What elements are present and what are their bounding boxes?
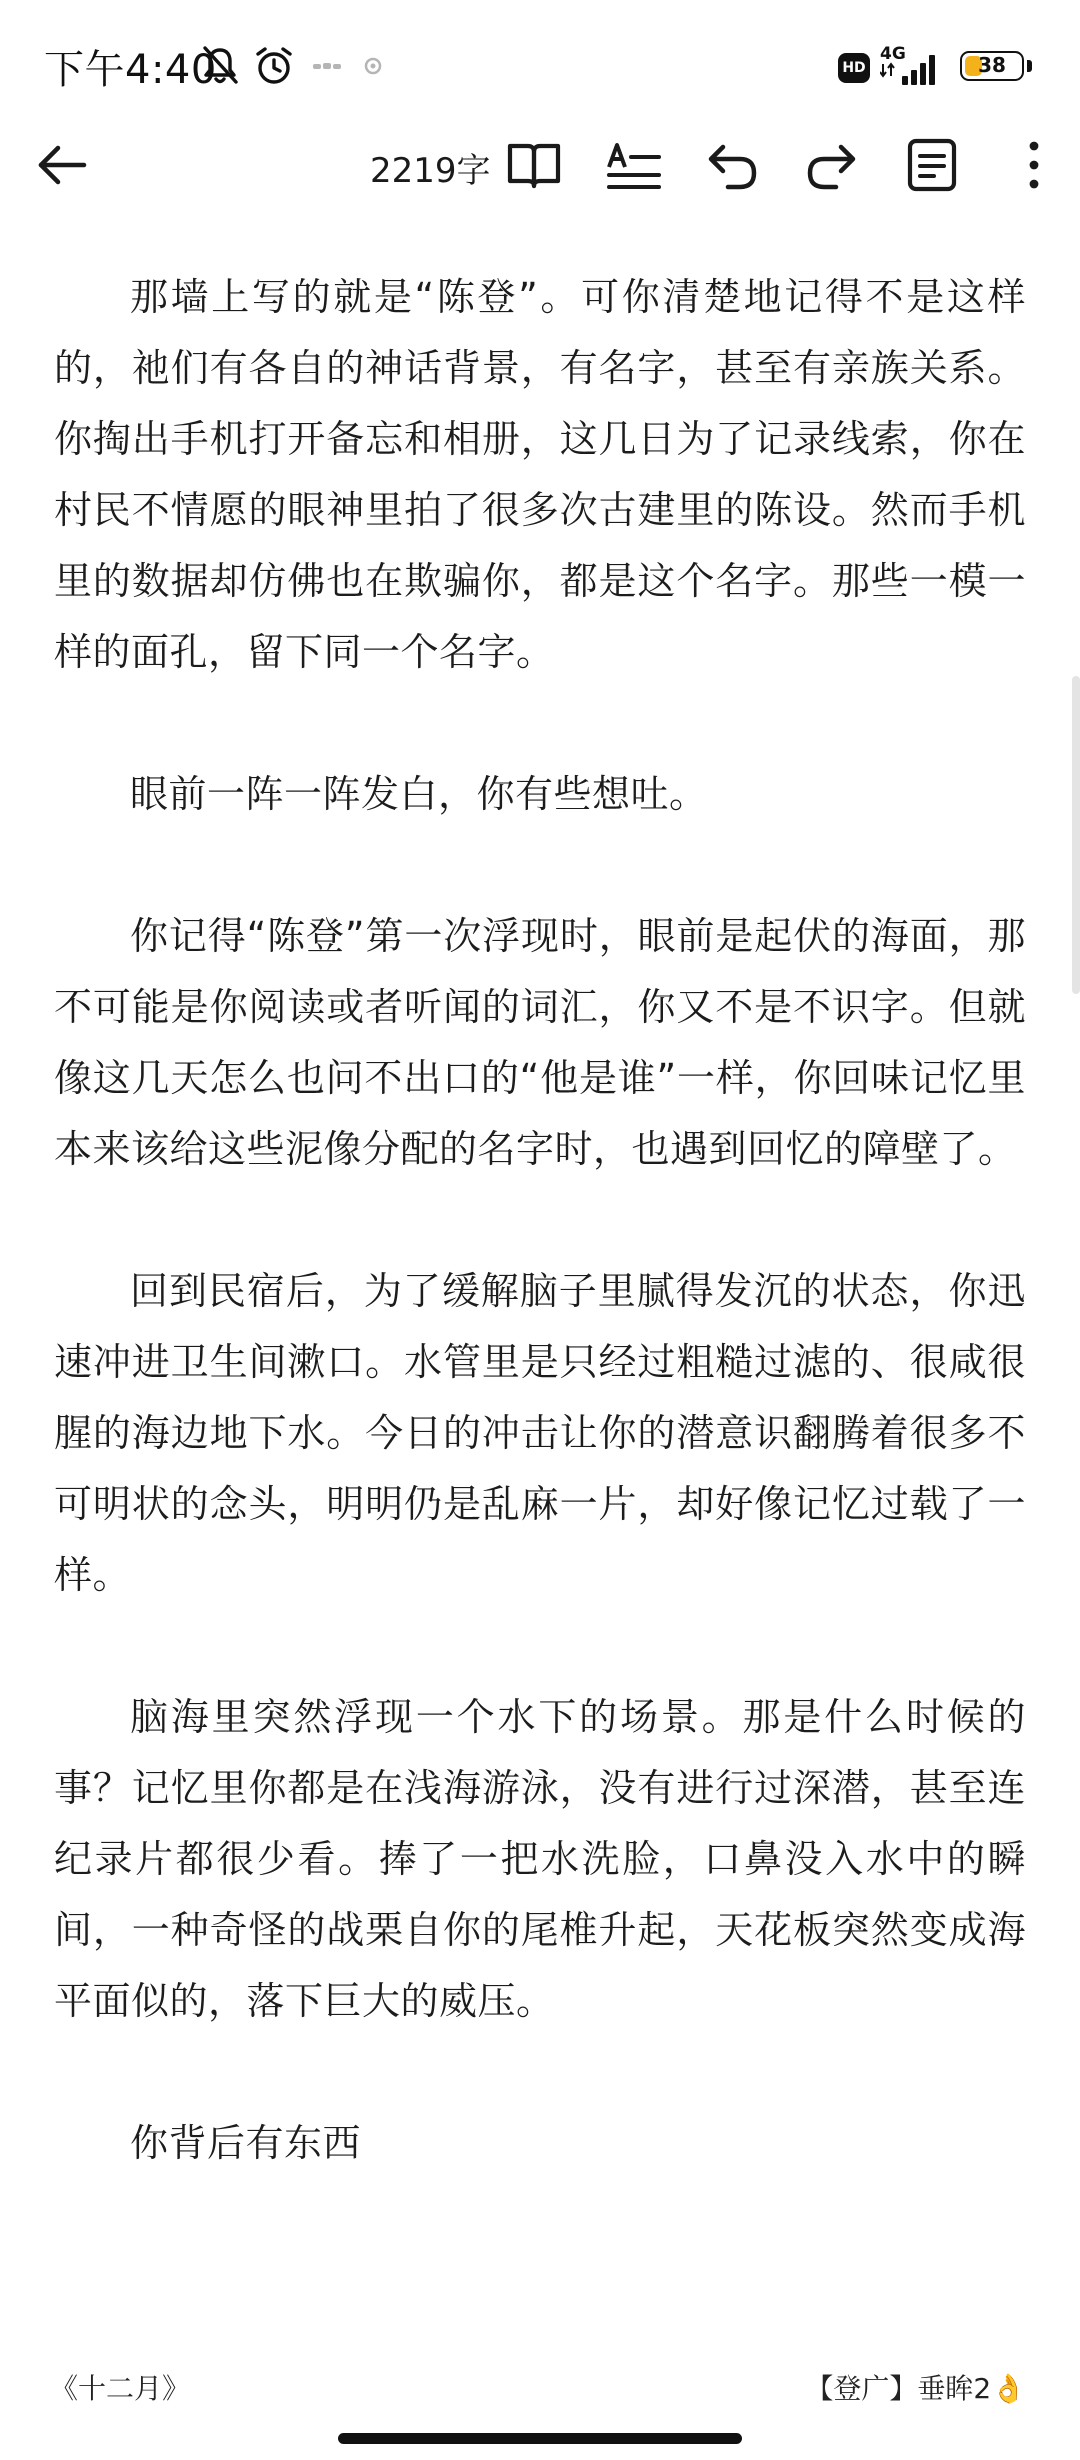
battery-percent: 38 (978, 53, 1006, 77)
back-button[interactable] (30, 130, 94, 200)
paragraph[interactable]: 你记得“陈登”第一次浮现时，眼前是起伏的海面，那不可能是你阅读或者听闻的词汇，你又不是不识字。但就像这几天怎么也问不出口的“他是谁”一样，你回味记忆里本来该给这些泥像分配的名字时，也遇到回忆的障壁了。 (54, 914, 1026, 1171)
book-icon (506, 137, 562, 193)
reading-mode-button[interactable] (502, 130, 566, 200)
battery-tip (1027, 60, 1032, 72)
notifications-muted-icon (200, 44, 240, 86)
back-arrow-icon (34, 137, 90, 193)
word-count: 2219字 (370, 151, 491, 191)
alarm-icon (254, 46, 294, 86)
format-icon (606, 137, 662, 193)
paragraph[interactable]: 回到民宿后，为了缓解脑子里腻得发沉的状态，你迅速冲进卫生间漱口。水管里是只经过粗糙过滤的、很咸很腥的海边地下水。今日的冲击让你的潜意识翻腾着很多不可明状的念头，明明仍是乱麻一片，却好像记忆过载了一样。 (54, 1269, 1026, 1597)
book-title: 《十二月》 (50, 2372, 191, 2405)
editor-toolbar (0, 130, 1080, 200)
undo-button[interactable] (700, 130, 764, 200)
network-type: 4G (880, 44, 906, 64)
paragraph[interactable]: 那墙上写的就是“陈登”。可你清楚地记得不是这样的，祂们有各自的神话背景，有名字，甚至有亲族关系。你掏出手机打开备忘和相册，这几日为了记录线索，你在村民不情愿的眼神里拍了很多次古建里的陈设。然而手机里的数据却仿佛也在欺骗你，都是这个名字。那些一模一样的面孔，留下同一个名字。 (54, 275, 1026, 674)
redo-icon (804, 137, 860, 193)
app-notification-icon (362, 56, 384, 76)
status-time: 下午4:40 (44, 47, 217, 93)
status-bar (0, 0, 1080, 130)
signal-strength-icon (880, 52, 948, 86)
undo-icon (704, 137, 760, 193)
paragraph[interactable]: 眼前一阵一阵发白，你有些想吐。 (130, 772, 708, 816)
redo-button[interactable] (800, 130, 864, 200)
more-options-button[interactable] (998, 130, 1062, 200)
paragraph[interactable]: 脑海里突然浮现一个水下的场景。那是什么时候的事？记忆里你都是在浅海游泳，没有进行过深潜，甚至连纪录片都很少看。捧了一把水洗脸，口鼻没入水中的瞬间，一种奇怪的战栗自你的尾椎升起，天花板突然变成海平面似的，落下巨大的威压。 (54, 1695, 1026, 2023)
scrollbar-thumb[interactable] (1072, 676, 1080, 994)
battery-indicator (960, 51, 1024, 81)
paragraph[interactable]: 你背后有东西 (130, 2121, 362, 2165)
more-icon (1002, 137, 1058, 193)
text-format-button[interactable] (602, 130, 666, 200)
hd-voice-badge: HD (838, 53, 870, 83)
outline-button[interactable] (900, 130, 964, 200)
author-credit: 【登广】垂眸2👌 (805, 2372, 1026, 2405)
footer (0, 2355, 1080, 2425)
outline-icon (904, 137, 960, 193)
app-notification-icon (312, 58, 342, 74)
gesture-navigation-bar[interactable] (338, 2433, 742, 2444)
document-body[interactable] (54, 262, 1026, 2352)
